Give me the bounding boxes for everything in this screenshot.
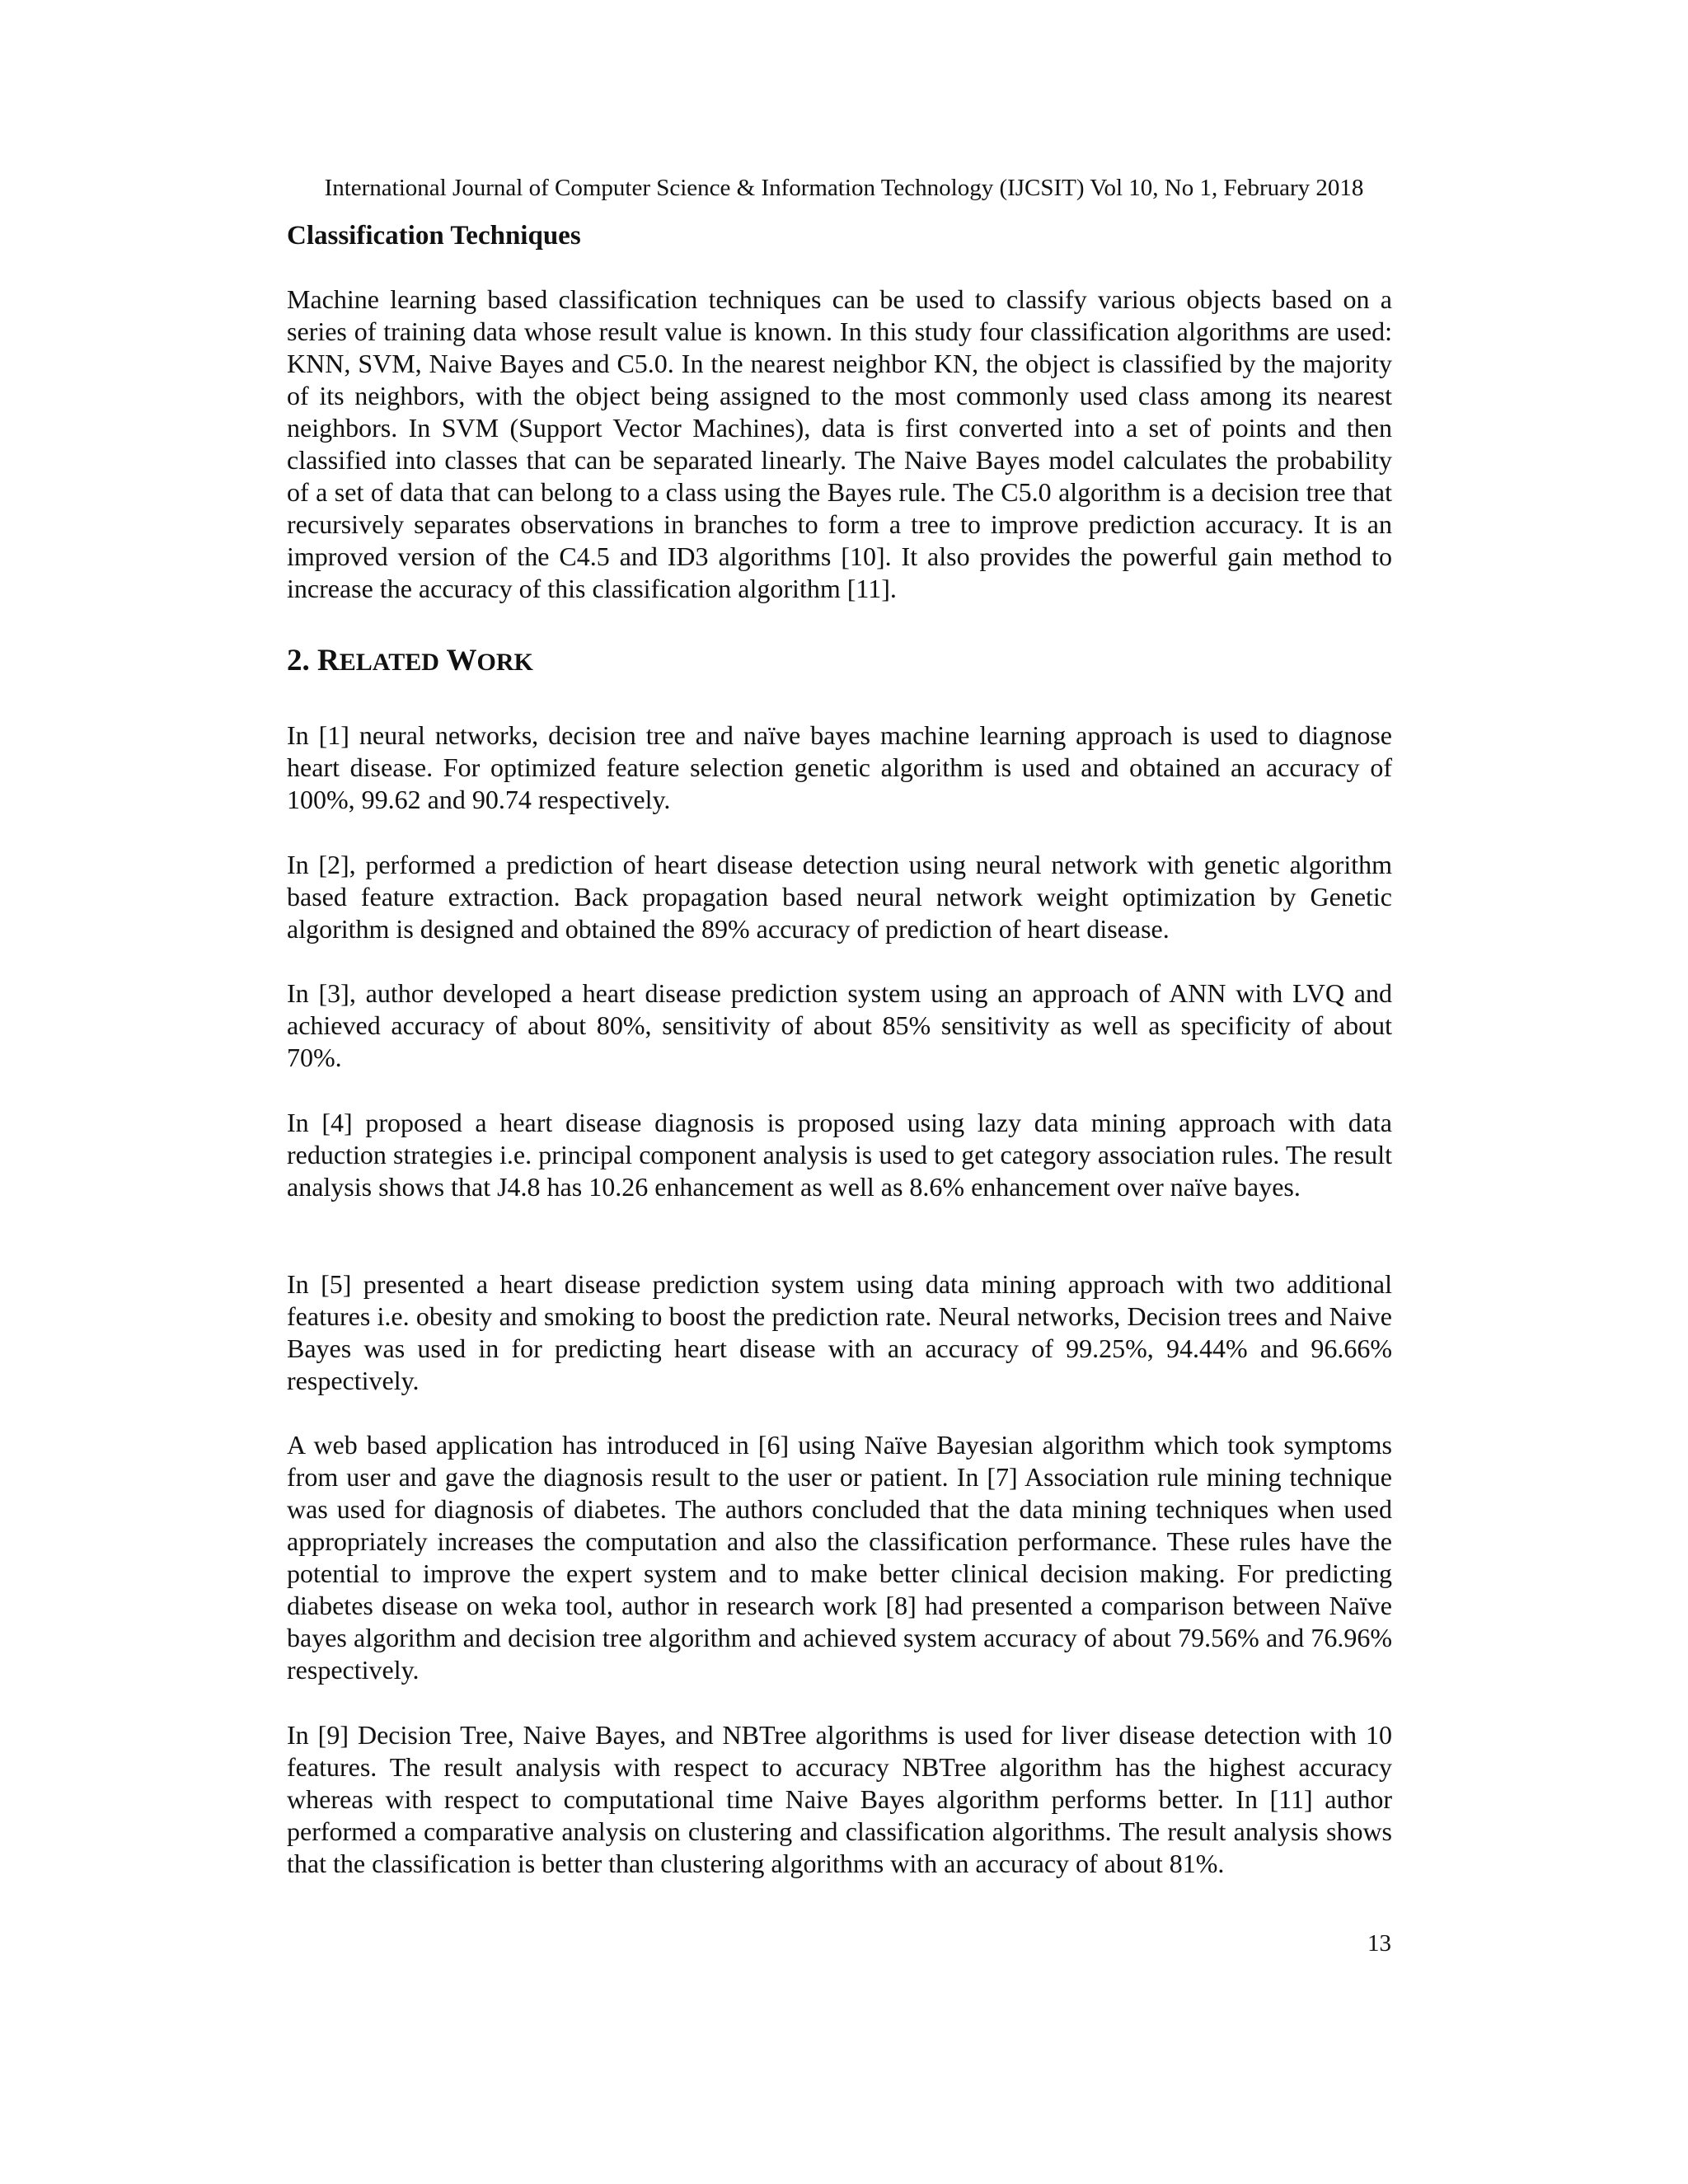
page-number: 13 <box>1367 1930 1391 1957</box>
subsection-title-classification: Classification Techniques <box>287 221 581 251</box>
paragraph-related-work-4: In [4] proposed a heart disease diagnosis is proposed using lazy data mining approach with data reduction strategies i.e. principal component analysis is used to get category association rules. The result analysis shows that J4.8 has 10.26 enhancement as well as 8.6% enhancement over naïve bayes. <box>287 1108 1392 1202</box>
paragraph-related-work-1: In [1] neural networks, decision tree and naïve bayes machine learning approach is used to diagnose heart disease. For optimized feature selection genetic algorithm is used and obtained an accuracy of 100%, 99.62 and 90.74 respectively. <box>287 720 1392 814</box>
section-title-initial-w: W <box>446 644 477 677</box>
section-title-small-caps-2: ORK <box>476 649 533 676</box>
paragraph-related-work-6: A web based application has introduced in [6] using Naïve Bayesian algorithm which took symptoms from user and gave the diagnosis result to the user or patient. In [7] Association rule mining technique was used for diagnosis of diabetes. The authors concluded that the data mining techniques when used appropriately increases the computation and also the classification performance. These rules have the potential to improve the expert system and to make better clinical decision making. For predicting diabetes disease on weka tool, author in research work [8] had presented a comparison between Naïve bayes algorithm and decision tree algorithm and achieved system accuracy of about 79.56% and 76.96% respectively. <box>287 1430 1392 1685</box>
paragraph-related-work-3: In [3], author developed a heart disease prediction system using an approach of ANN with LVQ and achieved accuracy of about 80%, sensitivity of about 85% sensitivity as well as specificity of about 70%. <box>287 978 1392 1072</box>
running-header: International Journal of Computer Science & Information Technology (IJCSIT) Vol 10, No 1, February 2018 <box>324 175 1364 201</box>
section-title-initial-r: R <box>317 644 340 677</box>
paragraph-classification: Machine learning based classification techniques can be used to classify various objects based on a series of training data whose result value is known. In this study four classification algorithms are used: KNN, SVM, Naive Bayes and C5.0. In the nearest neighbor KN, the object is classified by the majority of its neighbors, with the object being assigned to the most commonly used class among its nearest neighbors. In SVM (Support Vector Machines), data is first converted into a set of points and then classified into classes that can be separated linearly. The Naive Bayes model calculates the probability of a set of data that can belong to a class using the Bayes rule. The C5.0 algorithm is a decision tree that recursively separates observations in branches to form a tree to improve prediction accuracy. It is an improved version of the C4.5 and ID3 algorithms [10]. It also provides the powerful gain method to increase the accuracy of this classification algorithm [11]. <box>287 284 1392 603</box>
section-title-small-caps-1: ELATED <box>339 649 439 676</box>
paragraph-related-work-7: In [9] Decision Tree, Naive Bayes, and NBTree algorithms is used for liver disease detection with 10 features. The result analysis with respect to accuracy NBTree algorithm has the highest accuracy whereas with respect to computational time Naive Bayes algorithm performs better. In [11] author performed a comparative analysis on clustering and classification algorithms. The result analysis shows that the classification is better than clustering algorithms with an accuracy of about 81%. <box>287 1720 1392 1878</box>
section-number: 2. <box>287 644 310 677</box>
paragraph-related-work-5: In [5] presented a heart disease prediction system using data mining approach with two additional features i.e. obesity and smoking to boost the prediction rate. Neural networks, Decision trees and Naive Bayes was used in for predicting heart disease with an accuracy of 99.25%, 94.44% and 96.66% respectively. <box>287 1269 1392 1395</box>
section-title-related-work <box>287 643 533 681</box>
paragraph-related-work-2: In [2], performed a prediction of heart disease detection using neural network with genetic algorithm based feature extraction. Back propagation based neural network weight optimization by Genetic algorithm is designed and obtained the 89% accuracy of prediction of heart disease. <box>287 850 1392 944</box>
